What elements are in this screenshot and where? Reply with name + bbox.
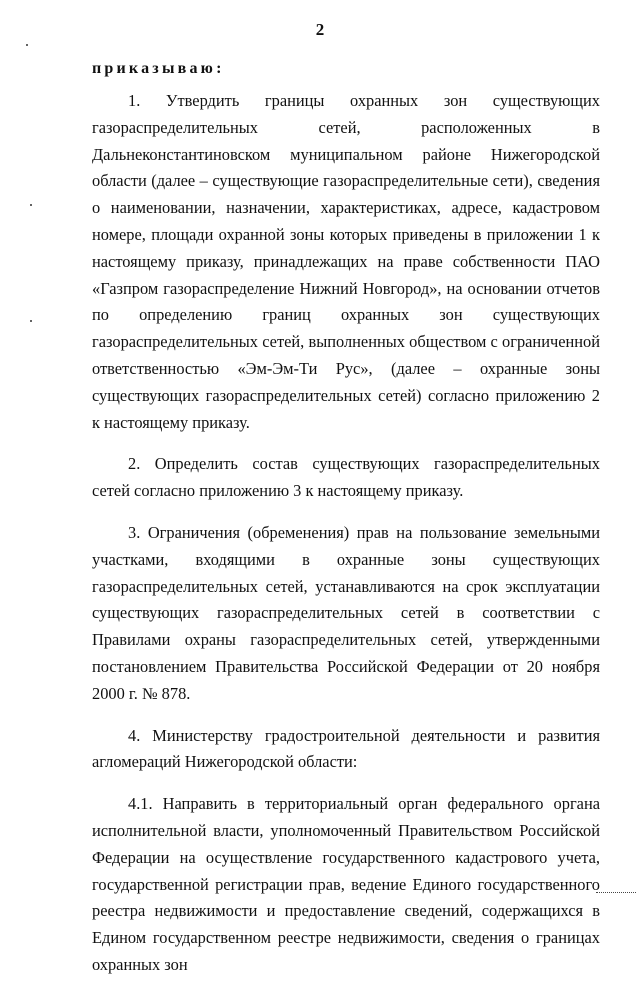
page-number: 2 bbox=[315, 20, 325, 39]
scan-dot bbox=[30, 320, 32, 322]
order-heading: приказываю: bbox=[92, 60, 225, 77]
scan-edge-marks bbox=[596, 892, 636, 895]
document-body bbox=[92, 88, 600, 994]
scan-dot bbox=[26, 44, 28, 46]
paragraph-2: 2. Определить состав существующих газораспределительных сетей согласно приложению 3 к настоящему приказу. bbox=[92, 454, 600, 501]
paragraph-4-1: 4.1. Направить в территориальный орган федерального органа исполнительной власти, уполномоченный Правительством Российской Федерации на осуществление государственного кадастрового учета, государственной регистрации прав, ведение Единого государственного реестра недвижимости и предоставление сведений, содержащихся в Едином государственном реестре недвижимости, сведения о границах охранных зон bbox=[92, 794, 600, 974]
paragraph-3: 3. Ограничения (обременения) прав на пользование земельными участками, входящими в охранные зоны существующих газораспределительных сетей, устанавливаются на срок эксплуатации существующих газораспределительных сетей в соответствии с Правилами охраны газораспределительных сетей, утвержденными постановлением Правительства Российской Федерации от 20 ноября 2000 г. № 878. bbox=[92, 522, 600, 703]
paragraph-1: 1. Утвердить границы охранных зон существующих газораспределительных сетей, расположенных в Дальнеконстантиновском муниципальном районе Нижегородской области (далее – существующие газораспределительные сети), сведения о наименовании, назначении, характеристиках, адресе, кадастровом номере, площади охранной зоны которых приведены в приложении 1 к настоящему приказу, принадлежащих на праве собственности ПАО «Газпром газораспределение Нижний Новгород», на основании отчетов по определению границ охранных зон существующих газораспределительных сетей, выполненных обществом с ограниченной ответственностью «Эм-Эм-Ти Рус», (далее – охранные зоны существующих газораспределительных сетей) согласно приложению 2 к настоящему приказу. bbox=[92, 91, 600, 432]
scan-dot bbox=[30, 204, 32, 206]
paragraph-4: 4. Министерству градостроительной деятельности и развития агломераций Нижегородской области: bbox=[92, 725, 600, 772]
